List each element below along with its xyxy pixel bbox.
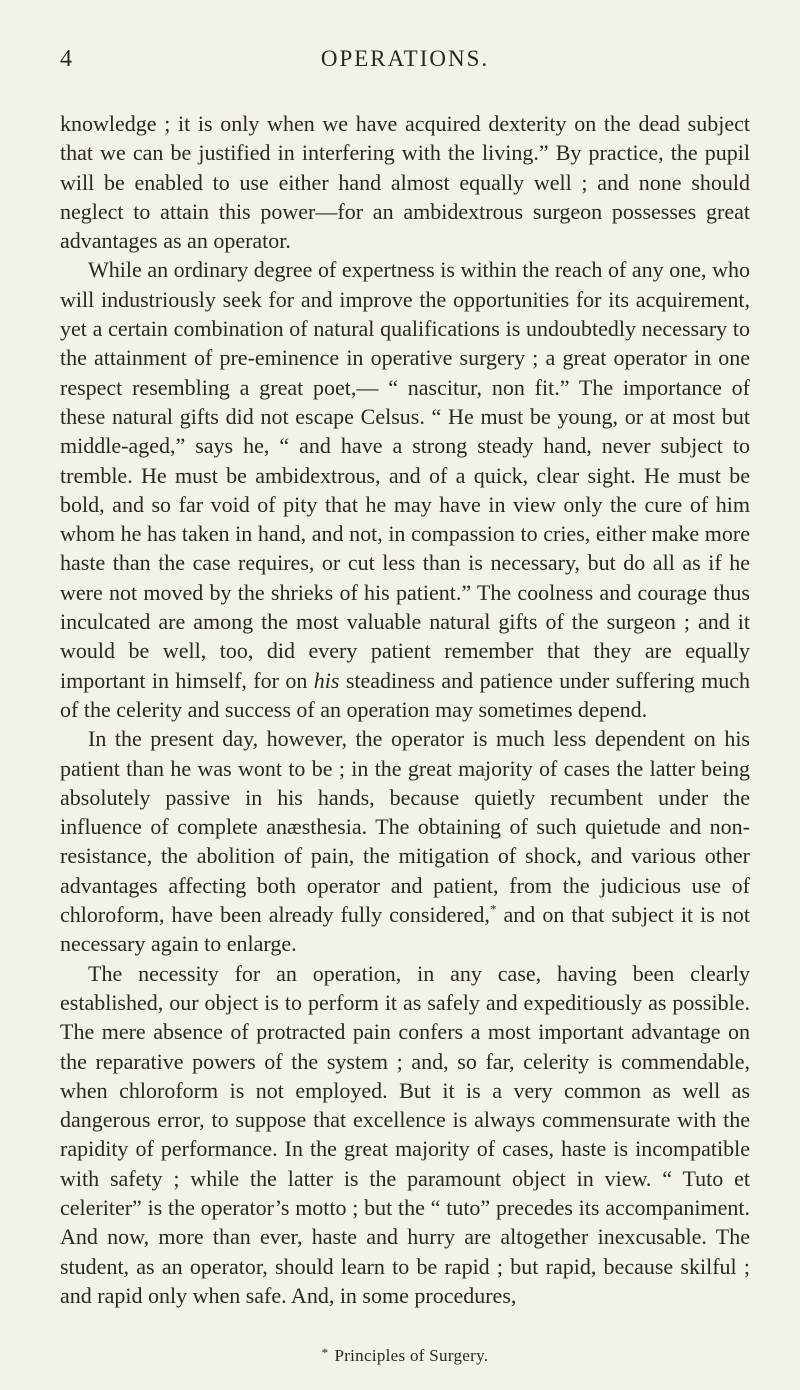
footnote-text: Principles of Surgery. (334, 1346, 489, 1365)
footnote-mark: * (321, 1345, 329, 1360)
page-number: 4 (60, 46, 73, 72)
body-text (60, 109, 750, 1310)
footnote-reference: * (489, 901, 497, 917)
paragraph-text: The necessity for an operation, in any case, having been clearly established, our object is to perform it as safely and expeditiously as possible. The mere absence of protracted pain confers a most important advantage on the reparative powers of the system ; and, so far, celerity is commendable, when chloroform is not employed. But it is a very common as well as dangerous error, to suppose that excellence is always commensurate with the rapidity of performance. In the great majority of cases, haste is incompatible with safety ; while the latter is the paramount object in view. “ Tuto et celeriter” is the operator’s motto ; but the “ tuto” precedes its accompaniment. And now, more than ever, haste and hurry are altogether inexcusable. The student, as an operator, should learn to be rapid ; but rapid, because skilful ; and rapid only when safe. And, in some procedures, (60, 960, 750, 1308)
paragraph-celerity (60, 959, 750, 1311)
paragraph-text: steadiness and patience under suffering much of the celerity and success of an operation may sometimes depend. (60, 667, 751, 722)
paragraph-anaesthesia (60, 724, 750, 958)
paragraph-text: knowledge ; it is only when we have acquired dexterity on the dead subject that we can be justified in interfering with the living.” By practice, the pupil will be enabled to use either hand almost equally well ; and none should neglect to attain this power—for an ambidextrous surgeon possesses great advantages as an operator. (60, 111, 750, 254)
page-header (60, 46, 750, 80)
paragraph-natural-qualifications (60, 255, 750, 724)
footnote (60, 1345, 750, 1366)
running-head: OPERATIONS. (320, 46, 490, 71)
paragraph-text: and on that subject it is not necessary again to enlarge. (60, 902, 750, 957)
italic-word: his (313, 667, 340, 693)
paragraph-continued (60, 109, 750, 255)
paragraph-text: While an ordinary degree of expertness is within the reach of any one, who will industriously seek for and improve the opportunities for its acquirement, yet a certain combination of natural qualifications is undoubtedly necessary to the attainment of pre-eminence in operative surgery ; a great operator in one respect resembling a great poet,— “ nascitur, non fit.” The importance of these natural gifts did not escape Celsus. “ He must be young, or at most but middle-aged,” says he, “ and have a strong steady hand, never subject to tremble. He must be ambidextrous, and of a quick, clear sight. He must be bold, and so far void of pity that he may have in view only the cure of him whom he has taken in hand, and not, in compassion to cries, either make more haste than the case requires, or cut less than is necessary, but do all as if he were not moved by the shrieks of his patient.” The coolness and courage thus inculcated are among the most valuable natural gifts of the surgeon ; and it would be well, too, did every patient remember that they are equally important in himself, for on (60, 257, 750, 693)
paragraph-text: In the present day, however, the operator is much less dependent on his patient than he was wont to be ; in the great majority of cases the latter being absolutely passive in his hands, because quietly recumbent under the influence of complete anæsthesia. The obtaining of such quietude and non-resistance, the abolition of pain, the mitigation of shock, and various other advantages affecting both operator and patient, from the judicious use of chloroform, have been already fully considered, (60, 726, 750, 928)
